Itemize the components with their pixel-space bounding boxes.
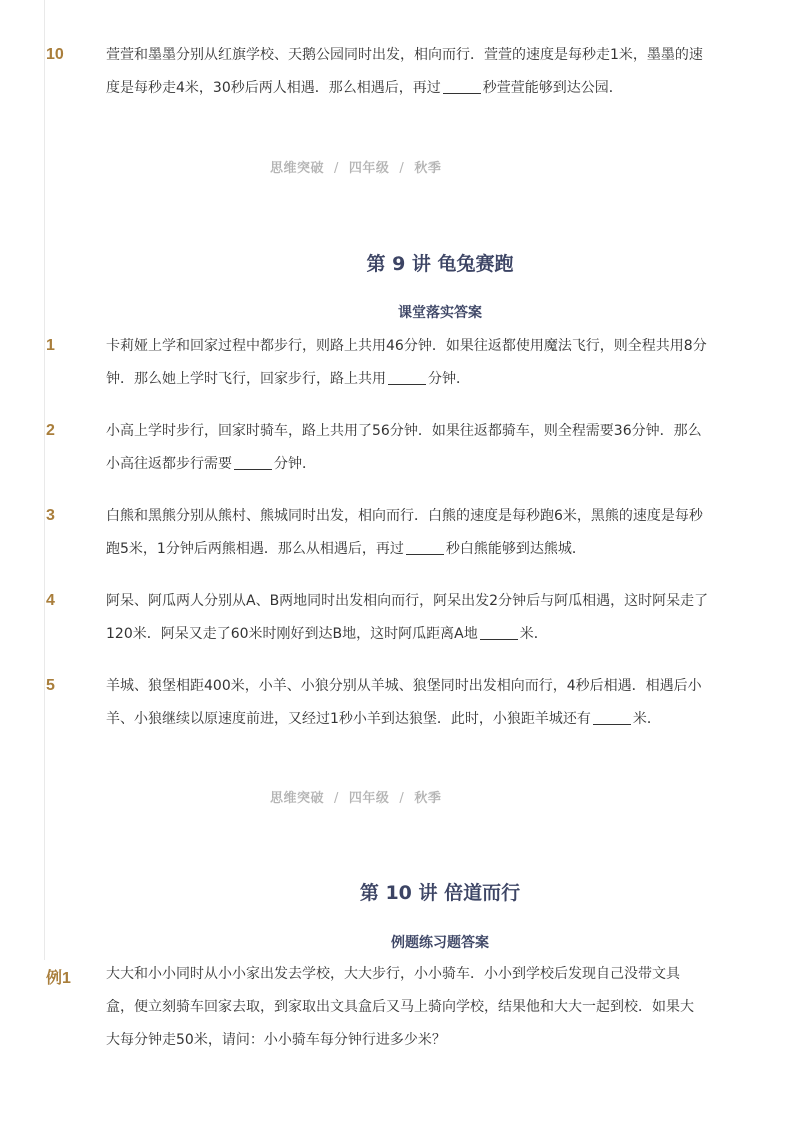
problem-text [106, 39, 728, 105]
problem-line: 卡莉娅上学和回家过程中都步行，则路上共用46分钟．如果往返都使用魔法飞行，则全程共用8分 [106, 338, 707, 354]
text-before-blank: 小高往返都步行需要 [106, 456, 232, 472]
answer-blank [480, 625, 518, 640]
example-line: 大大和小小同时从小小家出发去学校，大大步行，小小骑车．小小到学校后发现自己没带文具 [106, 966, 680, 982]
problem-text [106, 500, 728, 566]
text-before-blank: 120米．阿呆又走了60米时刚好到达B地，这时阿瓜距离A地 [106, 626, 478, 642]
answer-blank [234, 455, 272, 470]
footer-separator: / [399, 161, 405, 176]
text-after-blank: 秒白熊能够到达熊城． [445, 541, 586, 557]
example-line: 盒，便立刻骑车回家去取，到家取出文具盒后又马上骑向学校，结果他和大大一起到校．如果大 [106, 999, 694, 1015]
problem-number: 3 [46, 507, 55, 524]
example-number: 例1 [46, 970, 71, 987]
text-before-blank: 度是每秒走4米，30秒后两人相遇．那么相遇后，再过 [106, 80, 441, 96]
problem-line [106, 363, 728, 396]
text-after-blank: 分钟． [428, 371, 470, 387]
problem-line: 小高上学时步行，回家时骑车，路上共用了56分钟．如果往返都骑车，则全程需要36分钟．那么 [106, 423, 702, 439]
answer-blank [443, 79, 481, 94]
problem-line [106, 703, 728, 736]
text-before-blank: 钟．那么她上学时飞行，回家步行，路上共用 [106, 371, 386, 387]
problem-line: 阿呆、阿瓜两人分别从A、B两地同时出发相向而行，阿呆出发2分钟后与阿瓜相遇，这时阿呆走了 [106, 593, 709, 609]
answer-blank [593, 710, 631, 725]
footer-separator: / [399, 791, 405, 806]
problem-text [106, 330, 728, 396]
footer-series: 思维突破 [270, 791, 325, 806]
footer-separator: / [334, 791, 339, 806]
lecture-title: 第 9 讲 龟兔赛跑 [366, 253, 514, 275]
text-after-blank: 秒萱萱能够到达公园． [482, 80, 623, 96]
problem-line [106, 533, 728, 566]
answer-blank [406, 540, 444, 555]
text-after-blank: 米． [519, 626, 548, 642]
footer-grade: 四年级 [348, 791, 390, 806]
lecture-title: 第 10 讲 倍道而行 [359, 882, 521, 904]
problem-number: 1 [46, 337, 55, 354]
problem-line [106, 72, 728, 105]
section-title: 例题练习题答案 [391, 935, 489, 951]
section-title: 课堂落实答案 [398, 305, 482, 321]
problem-number: 10 [46, 46, 64, 63]
problem-line [106, 618, 728, 651]
text-before-blank: 跑5米，1分钟后两熊相遇．那么从相遇后，再过 [106, 541, 404, 557]
problem-number: 2 [46, 422, 55, 439]
example-line: 大每分钟走50米，请问：小小骑车每分钟行进多少米？ [106, 1032, 446, 1048]
problem-line: 白熊和黑熊分别从熊村、熊城同时出发，相向而行．白熊的速度是每秒跑6米，黑熊的速度是每秒 [106, 508, 703, 524]
problem-text [106, 415, 728, 481]
problem-line [106, 448, 728, 481]
page-footer [270, 157, 441, 176]
footer-series: 思维突破 [270, 161, 325, 176]
problem-text [106, 585, 728, 651]
text-before-blank: 羊、小狼继续以原速度前进，又经过1秒小羊到达狼堡．此时，小狼距羊城还有 [106, 711, 591, 727]
problem-line: 萱萱和墨墨分别从红旗学校、天鹅公园同时出发，相向而行．萱萱的速度是每秒走1米，墨墨的速 [106, 47, 703, 63]
problem-number: 4 [46, 592, 55, 609]
page-footer [270, 787, 441, 806]
margin-rule [44, 0, 45, 960]
text-after-blank: 分钟． [274, 456, 316, 472]
problem-text [106, 670, 728, 736]
footer-grade: 四年级 [348, 161, 390, 176]
problem-line: 羊城、狼堡相距400米，小羊、小狼分别从羊城、狼堡同时出发相向而行，4秒后相遇．相遇后小 [106, 678, 702, 694]
answer-blank [388, 370, 426, 385]
footer-term: 秋季 [414, 791, 442, 806]
footer-term: 秋季 [414, 161, 442, 176]
example-text [106, 958, 728, 1057]
footer-separator: / [334, 161, 339, 176]
text-after-blank: 米． [632, 711, 661, 727]
problem-number: 5 [46, 677, 55, 694]
